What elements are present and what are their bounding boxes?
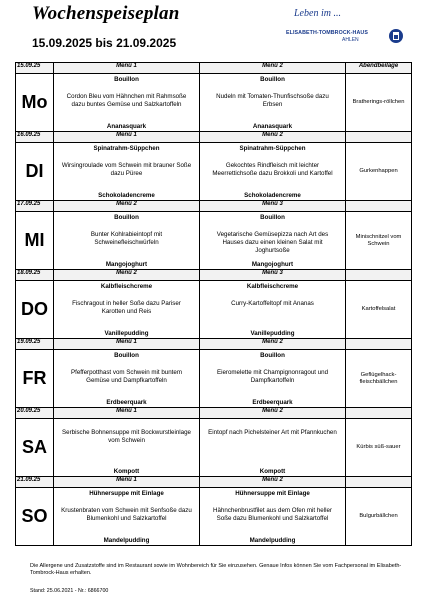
main-b: Gekochtes Rindfleisch mit leichter Meerrettichsoße dazu Brokkoli und Kartoffel bbox=[212, 162, 333, 177]
menu-b-label: Menü 2 bbox=[200, 132, 346, 143]
day-meal-row bbox=[16, 281, 412, 339]
day-label: DI bbox=[16, 143, 54, 201]
date-cell: 20.09.25 bbox=[16, 408, 54, 419]
stand-info: Stand: 25.06.2021 - Nr.: 6866700 bbox=[30, 588, 109, 594]
soup-a: Bouillon bbox=[114, 76, 139, 83]
day-meal-row bbox=[16, 350, 412, 408]
soup-a: Hühnersuppe mit Einlage bbox=[89, 490, 164, 497]
menu-a-label: Menü 1 bbox=[54, 339, 200, 350]
evening-header-blank bbox=[346, 270, 412, 281]
day-header-row bbox=[16, 477, 412, 488]
day-header-row bbox=[16, 270, 412, 281]
house-icon bbox=[389, 29, 403, 43]
date-cell: 15.09.25 bbox=[16, 63, 54, 74]
main-b: Hähnchenbrustfilet aus dem Ofen mit heller Soße dazu Blumenkohl und Salzkartoffel bbox=[213, 507, 332, 522]
menu-b-cell bbox=[200, 143, 346, 201]
day-meal-row bbox=[16, 419, 412, 477]
evening-side: Kürbis süß-sauer bbox=[346, 419, 412, 477]
day-meal-row bbox=[16, 74, 412, 132]
menu-b-cell bbox=[200, 419, 346, 477]
menu-a-cell bbox=[54, 488, 200, 546]
date-cell: 19.09.25 bbox=[16, 339, 54, 350]
main-b: Eieromelette mit Champignonragout und Dampfkartoffeln bbox=[216, 369, 329, 384]
evening-header: Abendbeilage bbox=[346, 63, 412, 74]
evening-header-blank bbox=[346, 132, 412, 143]
date-cell: 18.09.25 bbox=[16, 270, 54, 281]
menu-a-label: Menü 2 bbox=[54, 270, 200, 281]
menu-table-body bbox=[16, 63, 412, 546]
soup-b: Hühnersuppe mit Einlage bbox=[235, 490, 310, 497]
day-meal-row bbox=[16, 488, 412, 546]
main-b: Eintopf nach Pichelsteiner Art mit Pfannkuchen bbox=[208, 429, 337, 436]
soup-a: Bouillon bbox=[114, 214, 139, 221]
menu-a-cell bbox=[54, 74, 200, 132]
date-cell: 17.09.25 bbox=[16, 201, 54, 212]
evening-header-blank bbox=[346, 201, 412, 212]
day-meal-row bbox=[16, 212, 412, 270]
day-label: SO bbox=[16, 488, 54, 546]
main-a: Fischragout in heller Soße dazu Pariser Karotten und Reis bbox=[72, 300, 181, 315]
soup-a: Spinatrahm-Süppchen bbox=[93, 145, 160, 152]
soup-b: Kalbfleischcreme bbox=[246, 283, 299, 290]
menu-a-label: Menü 1 bbox=[54, 63, 200, 74]
evening-header-blank bbox=[346, 339, 412, 350]
main-a: Krustenbraten vom Schwein mit Senfsoße dazu Blumenkohl und Salzkartoffel bbox=[61, 507, 192, 522]
menu-b-cell bbox=[200, 212, 346, 270]
main-a: Pfefferpotthast vom Schwein mit buntem Gemüse und Dampfkartoffeln bbox=[71, 369, 182, 384]
dessert-a: Mandelpudding bbox=[103, 537, 150, 544]
logo-tagline: Leben im ... bbox=[294, 8, 341, 19]
day-label: SA bbox=[16, 419, 54, 477]
day-label: DO bbox=[16, 281, 54, 339]
main-b: Vegetarische Gemüsepizza nach Art des Hauses dazu einen kleinen Salat mit Joghurtsoße bbox=[216, 231, 329, 254]
dessert-a: Vanillepudding bbox=[104, 330, 149, 337]
main-a: Wirsingroulade vom Schwein mit brauner Soße dazu Püree bbox=[61, 162, 192, 177]
institution-logo bbox=[286, 6, 408, 48]
page-title: Wochenspeiseplan bbox=[32, 3, 180, 24]
menu-b-cell bbox=[200, 74, 346, 132]
logo-home-name: ELISABETH-TOMBROCK-HAUS bbox=[286, 30, 368, 36]
main-b: Curry-Kartoffeltopf mit Ananas bbox=[231, 300, 314, 307]
main-a: Cordon Bleu vom Hähnchen mit Rahmsoße dazu buntes Gemüse und Salzkartoffeln bbox=[66, 93, 187, 108]
dessert-b: Kompott bbox=[259, 468, 286, 475]
dessert-a: Mangojoghurt bbox=[105, 261, 148, 268]
menu-b-cell bbox=[200, 488, 346, 546]
menu-a-cell bbox=[54, 419, 200, 477]
soup-b: Bouillon bbox=[260, 352, 285, 359]
evening-header-blank bbox=[346, 408, 412, 419]
day-header-row bbox=[16, 63, 412, 74]
evening-side: Minischnitzel vom Schwein bbox=[346, 212, 412, 270]
main-b: Nudeln mit Tomaten-Thunfischsoße dazu Erbsen bbox=[216, 93, 329, 108]
weekly-menu-table bbox=[15, 62, 412, 546]
evening-side: Kartoffelsalat bbox=[346, 281, 412, 339]
menu-a-cell bbox=[54, 281, 200, 339]
menu-b-label: Menü 2 bbox=[200, 408, 346, 419]
allergen-note: Die Allergene und Zusatzstoffe sind im Restaurant sowie im Wohnbereich für Sie einzusehen. Genaue Infos können Sie vom Fachpersonal im Elisabeth-Tombrock-Haus erhalten. bbox=[30, 563, 402, 576]
menu-a-cell bbox=[54, 143, 200, 201]
day-label: Mo bbox=[16, 74, 54, 132]
dessert-b: Mangojoghurt bbox=[251, 261, 294, 268]
day-header-row bbox=[16, 132, 412, 143]
date-cell: 16.09.25 bbox=[16, 132, 54, 143]
menu-a-label: Menü 2 bbox=[54, 201, 200, 212]
soup-a: Kalbfleischcreme bbox=[100, 283, 153, 290]
menu-b-label: Menü 2 bbox=[200, 477, 346, 488]
menu-a-label: Menü 1 bbox=[54, 408, 200, 419]
logo-home-city: AHLEN bbox=[342, 37, 359, 43]
menu-a-cell bbox=[54, 212, 200, 270]
evening-side: Gurkenhappen bbox=[346, 143, 412, 201]
evening-header-blank bbox=[346, 477, 412, 488]
day-header-row bbox=[16, 339, 412, 350]
main-a: Bunter Kohlrabieintopf mit Schweinefleischwürfeln bbox=[90, 231, 163, 246]
day-label: FR bbox=[16, 350, 54, 408]
dessert-a: Kompott bbox=[113, 468, 140, 475]
day-header-row bbox=[16, 408, 412, 419]
day-header-row bbox=[16, 201, 412, 212]
evening-side: Geflügelhack-fleischbällchen bbox=[346, 350, 412, 408]
menu-b-label: Menü 3 bbox=[200, 201, 346, 212]
menu-b-label: Menü 3 bbox=[200, 270, 346, 281]
soup-a: Bouillon bbox=[114, 352, 139, 359]
dessert-a: Ananasquark bbox=[106, 123, 147, 130]
date-cell: 21.09.25 bbox=[16, 477, 54, 488]
dessert-b: Ananasquark bbox=[252, 123, 293, 130]
menu-b-label: Menü 2 bbox=[200, 339, 346, 350]
menu-a-label: Menü 1 bbox=[54, 477, 200, 488]
menu-a-cell bbox=[54, 350, 200, 408]
soup-b: Bouillon bbox=[260, 76, 285, 83]
evening-side: Bulgurbällchen bbox=[346, 488, 412, 546]
day-label: MI bbox=[16, 212, 54, 270]
menu-b-cell bbox=[200, 350, 346, 408]
evening-side: Bratherings-röllchen bbox=[346, 74, 412, 132]
date-range: 15.09.2025 bis 21.09.2025 bbox=[32, 36, 177, 50]
menu-b-label: Menü 2 bbox=[200, 63, 346, 74]
dessert-b: Erdbeerquark bbox=[252, 399, 293, 406]
menu-a-label: Menü 1 bbox=[54, 132, 200, 143]
soup-b: Spinatrahm-Süppchen bbox=[239, 145, 306, 152]
dessert-a: Schokoladencreme bbox=[98, 192, 155, 199]
dessert-a: Erdbeerquark bbox=[106, 399, 147, 406]
main-a: Serbische Bohnensuppe mit Bockwurstleinlage vom Schwein bbox=[62, 429, 191, 444]
soup-b: Bouillon bbox=[260, 214, 285, 221]
dessert-b: Vanillepudding bbox=[250, 330, 295, 337]
dessert-b: Mandelpudding bbox=[249, 537, 296, 544]
dessert-b: Schokoladencreme bbox=[244, 192, 301, 199]
menu-b-cell bbox=[200, 281, 346, 339]
day-meal-row bbox=[16, 143, 412, 201]
